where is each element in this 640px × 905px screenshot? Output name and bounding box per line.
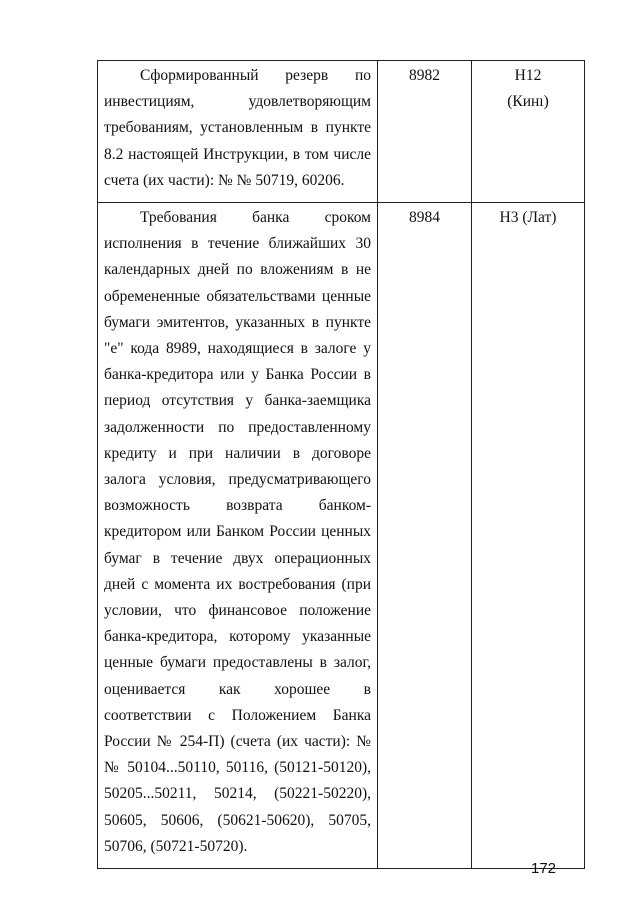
table-row	[98, 61, 585, 203]
norm-cell	[472, 61, 585, 203]
description-text: Требования банка сроком исполнения в течение ближайших 30 календарных дней по вложениям в не обремененные обязательствами ценные бумаги эмитентов, указанных в пункте "е" кода 8989, находящиеся в залоге у банка-кредитора или у Банка России в период отсутствия у банка-заемщика задолженности по предоставленному кредиту и при наличии в договоре залога условия, предусматривающего возможность возврата банком-кредитором или Банком России ценных бумаг в течение двух операционных дней с момента их востребования (при условии, что финансовое положение банка-кредитора, которому указанные ценные бумаги предоставлены в залог, оценивается как хорошее в соответствии с Положением Банка России № 254-П) (счета (их части): № № 50104...50110, 50116, (50121-50120), 50205...50211, 50214, (50221-50220), 50605, 50606, (50621-50620), 50705, 50706, (50721-50720).	[104, 209, 371, 855]
code-value: 8984	[409, 209, 440, 227]
document-table	[97, 60, 585, 869]
table-row	[98, 203, 585, 869]
code-cell	[378, 203, 472, 869]
description-cell	[98, 203, 378, 869]
description-cell	[98, 61, 378, 203]
norm-sublabel: (Кинı)	[507, 93, 549, 111]
code-value: 8982	[409, 67, 440, 84]
norm-cell	[472, 203, 585, 869]
page-number: 172	[531, 860, 557, 877]
code-cell	[378, 61, 472, 203]
norm-label: Н3 (Лат)	[499, 209, 557, 227]
description-text: Сформированный резерв по инвестициям, удовлетворяющим требованиям, установленным в пункте 8.2 настоящей Инструкции, в том числе счета (их части): № № 50719, 60206.	[104, 67, 371, 189]
norm-label: Н12	[514, 67, 542, 84]
